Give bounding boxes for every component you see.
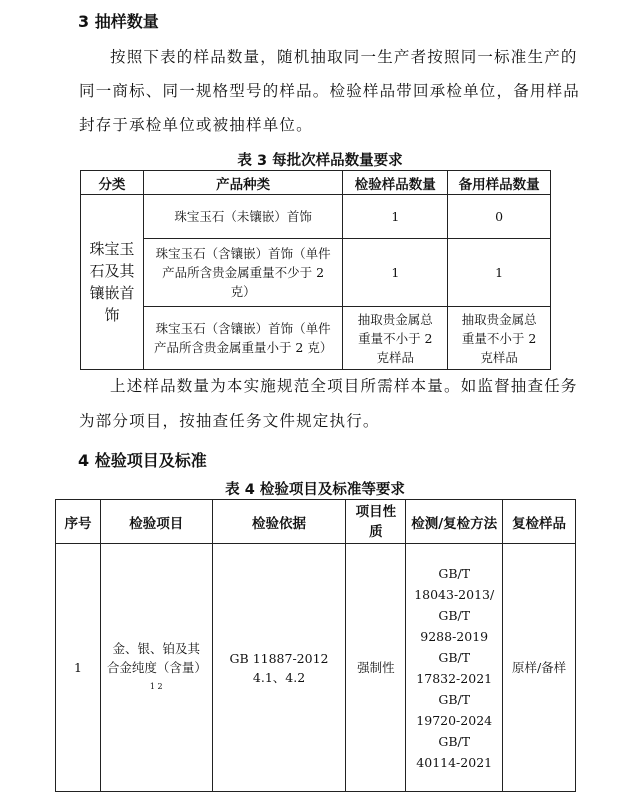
sample-quantity-table <box>80 170 551 370</box>
paragraph-line: 按照下表的样品数量，随机抽取同一生产者按照同一标准生产的 <box>110 48 578 66</box>
section-heading-inspection-items: 4 检验项目及标准 <box>78 451 207 470</box>
product-cell: 珠宝玉石（未镶嵌）首饰 <box>143 195 343 239</box>
inspection-basis-cell <box>212 544 346 792</box>
paragraph-line: 封存于承检单位或被抽样单位。 <box>79 116 313 134</box>
product-cell: 珠宝玉石（含镶嵌）首饰（单件产品所含贵金属重量小于 2 克） <box>143 307 343 370</box>
spare-quantity-cell: 抽取贵金属总重量不小于 2 克样品 <box>448 307 551 370</box>
table-row <box>81 239 551 307</box>
table-caption: 表 3 每批次样品数量要求 <box>237 153 403 169</box>
column-header: 检测/复检方法 <box>406 500 503 544</box>
column-header: 序号 <box>56 500 101 544</box>
column-header: 项目性质 <box>346 500 406 544</box>
method-line: GB/T <box>438 607 471 623</box>
method-line: 9288-2019 <box>420 628 489 644</box>
column-header: 产品种类 <box>143 171 343 195</box>
paragraph-line: 上述样品数量为本实施规范全项目所需样本量。如监督抽查任务 <box>110 377 578 395</box>
method-line: 18043-2013/ <box>414 586 495 602</box>
section-heading-sampling-quantity: 3 抽样数量 <box>78 12 159 31</box>
test-quantity-cell: 1 <box>343 195 448 239</box>
column-header: 分类 <box>81 171 144 195</box>
row-number-cell: 1 <box>56 544 101 792</box>
inspection-items-table <box>55 499 576 792</box>
table-caption: 表 4 检验项目及标准等要求 <box>225 482 405 498</box>
table-row <box>81 307 551 370</box>
method-line: 17832-2021 <box>416 670 493 686</box>
test-quantity-cell: 1 <box>343 239 448 307</box>
basis-standard: GB 11887-2012 <box>229 650 329 666</box>
spare-quantity-cell: 1 <box>448 239 551 307</box>
column-header: 检验样品数量 <box>343 171 448 195</box>
method-line: 40114-2021 <box>416 754 493 770</box>
paragraph-line: 同一商标、同一规格型号的样品。检验样品带回承检单位，备用样品 <box>79 82 581 100</box>
test-method-cell <box>406 544 503 792</box>
column-header: 检验依据 <box>212 500 346 544</box>
column-header: 备用样品数量 <box>448 171 551 195</box>
table-row <box>56 544 576 792</box>
method-line: GB/T <box>438 733 471 749</box>
footnote-marker: 1 2 <box>149 682 163 691</box>
column-header: 检验项目 <box>100 500 212 544</box>
basis-clauses: 4.1、4.2 <box>252 669 306 685</box>
paragraph-line: 为部分项目，按抽查任务文件规定执行。 <box>79 412 380 430</box>
spare-quantity-cell: 0 <box>448 195 551 239</box>
method-line: 19720-2024 <box>416 712 493 728</box>
category-cell: 珠宝玉石及其镶嵌首饰 <box>81 195 144 370</box>
retest-sample-cell: 原样/备样 <box>503 544 576 792</box>
test-quantity-cell: 抽取贵金属总重量不小于 2 克样品 <box>343 307 448 370</box>
inspection-item-text: 金、银、铂及其合金纯度（含量） <box>106 641 207 675</box>
product-cell: 珠宝玉石（含镶嵌）首饰（单件产品所含贵金属重量不少于 2 克） <box>143 239 343 307</box>
table-row <box>81 195 551 239</box>
method-line: GB/T <box>438 565 471 581</box>
method-line: GB/T <box>438 691 471 707</box>
item-nature-cell: 强制性 <box>346 544 406 792</box>
inspection-item-cell <box>100 544 212 792</box>
column-header: 复检样品 <box>503 500 576 544</box>
method-line: GB/T <box>438 649 471 665</box>
